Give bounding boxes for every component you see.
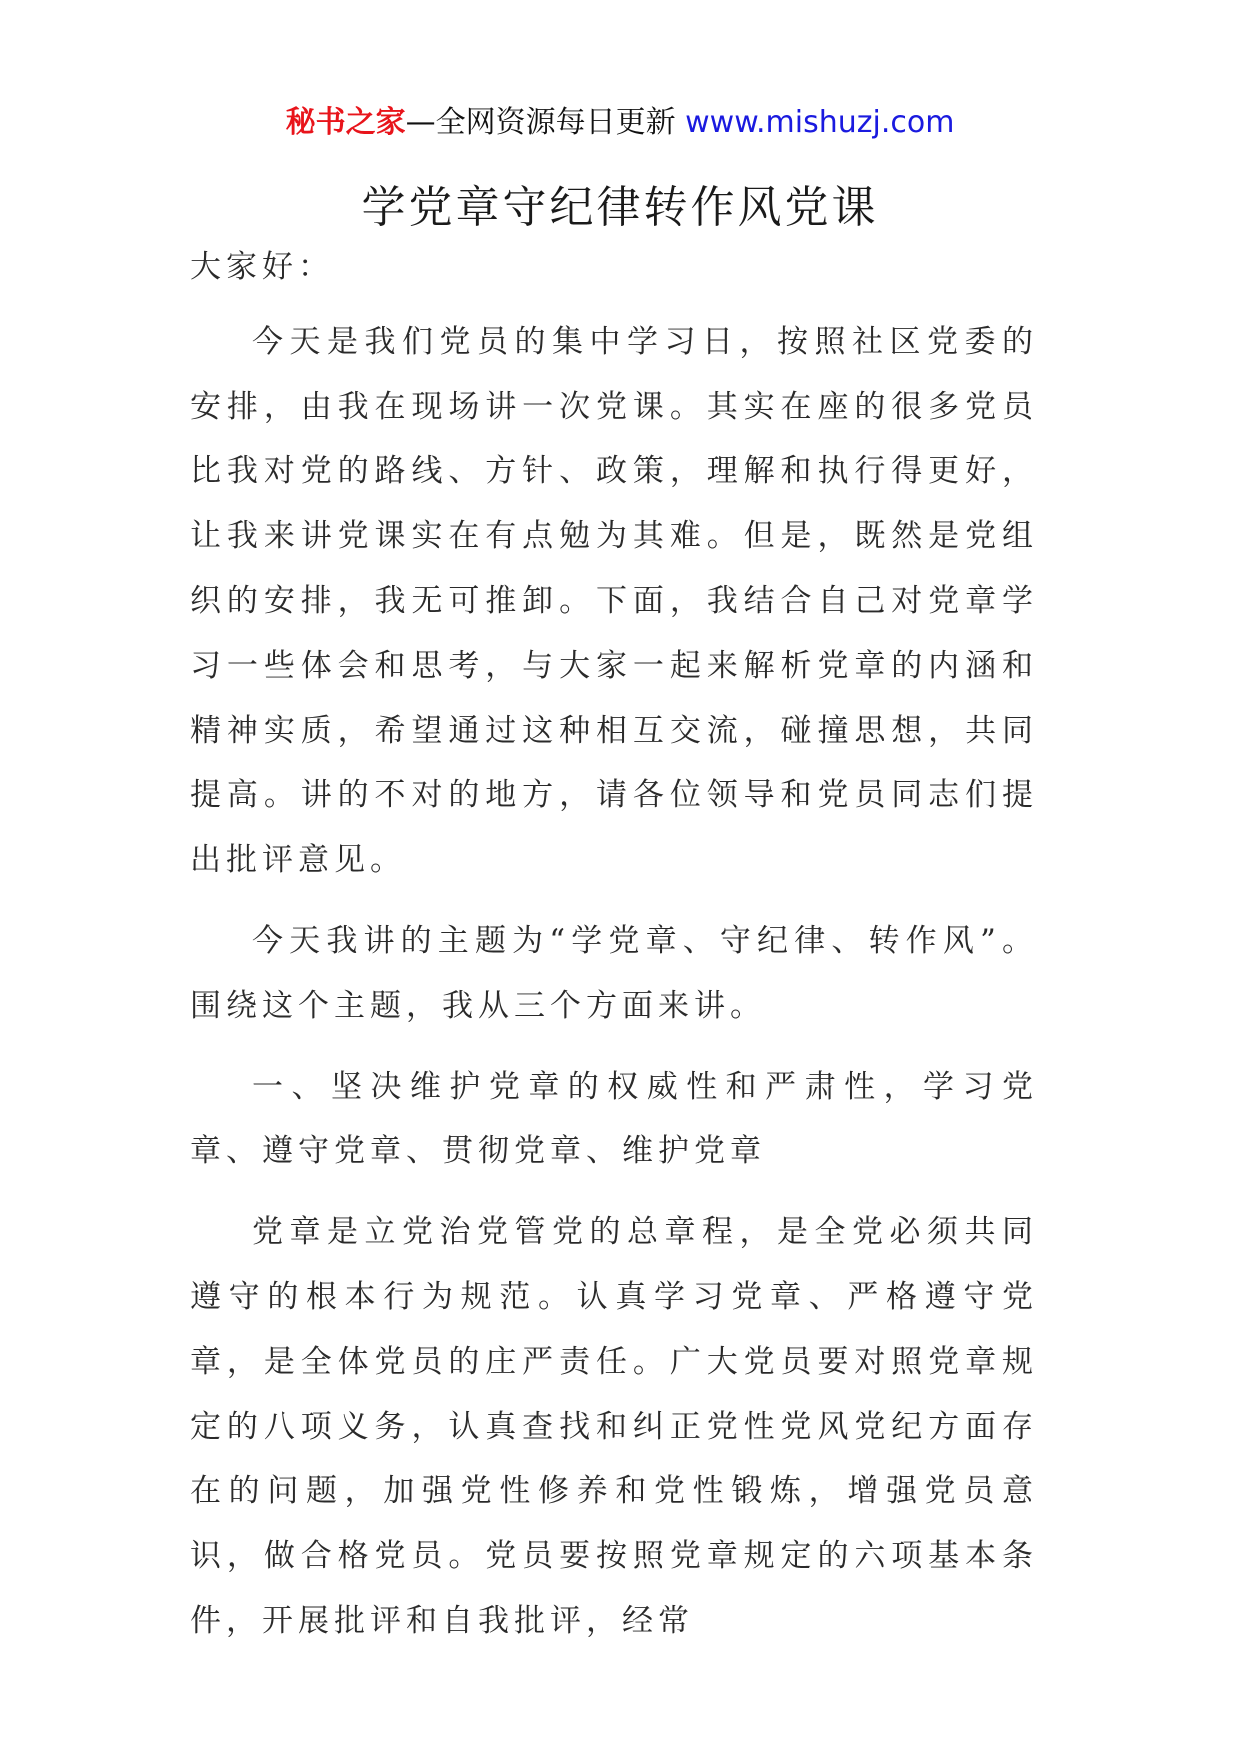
header-tagline: —全网资源每日更新 — [405, 105, 676, 140]
greeting: 大家好： — [190, 249, 334, 285]
document-title: 学党章守纪律转作风党课 — [361, 182, 879, 233]
site-url-link[interactable]: www.mishuzj.com — [685, 105, 955, 140]
brand-name: 秘书之家 — [285, 105, 406, 140]
site-header — [0, 98, 1240, 148]
document-body — [190, 235, 1038, 1670]
section-heading-1: 一、坚决维护党章的权威性和严肃性，学习党章、遵守党章、贯彻党章、维护党章 — [190, 1068, 1038, 1170]
paragraph-theme: 今天我讲的主题为“学党章、守纪律、转作风”。围绕这个主题，我从三个方面来讲。 — [190, 922, 1038, 1024]
paragraph-intro: 今天是我们党员的集中学习日，按照社区党委的安排，由我在现场讲一次党课。其实在座的很多党员比我对党的路线、方针、政策，理解和执行得更好，让我来讲党课实在有点勉为其难。但是，既然是党组织的安排，我无可推卸。下面，我结合自己对党章学习一些体会和思考，与大家一起来解析党章的内涵和精神实质，希望通过这种相互交流，碰撞思想，共同提高。讲的不对的地方，请各位领导和党员同志们提出批评意见。 — [190, 323, 1038, 879]
paragraph-section-1: 党章是立党治党管党的总章程，是全党必须共同遵守的根本行为规范。认真学习党章、严格遵守党章，是全体党员的庄严责任。广大党员要对照党章规定的八项义务，认真查找和纠正党性党风党纪方面存在的问题，加强党性修养和党性锻炼，增强党员意识，做合格党员。党员要按照党章规定的六项基本条件，开展批评和自我批评，经常 — [190, 1214, 1038, 1639]
